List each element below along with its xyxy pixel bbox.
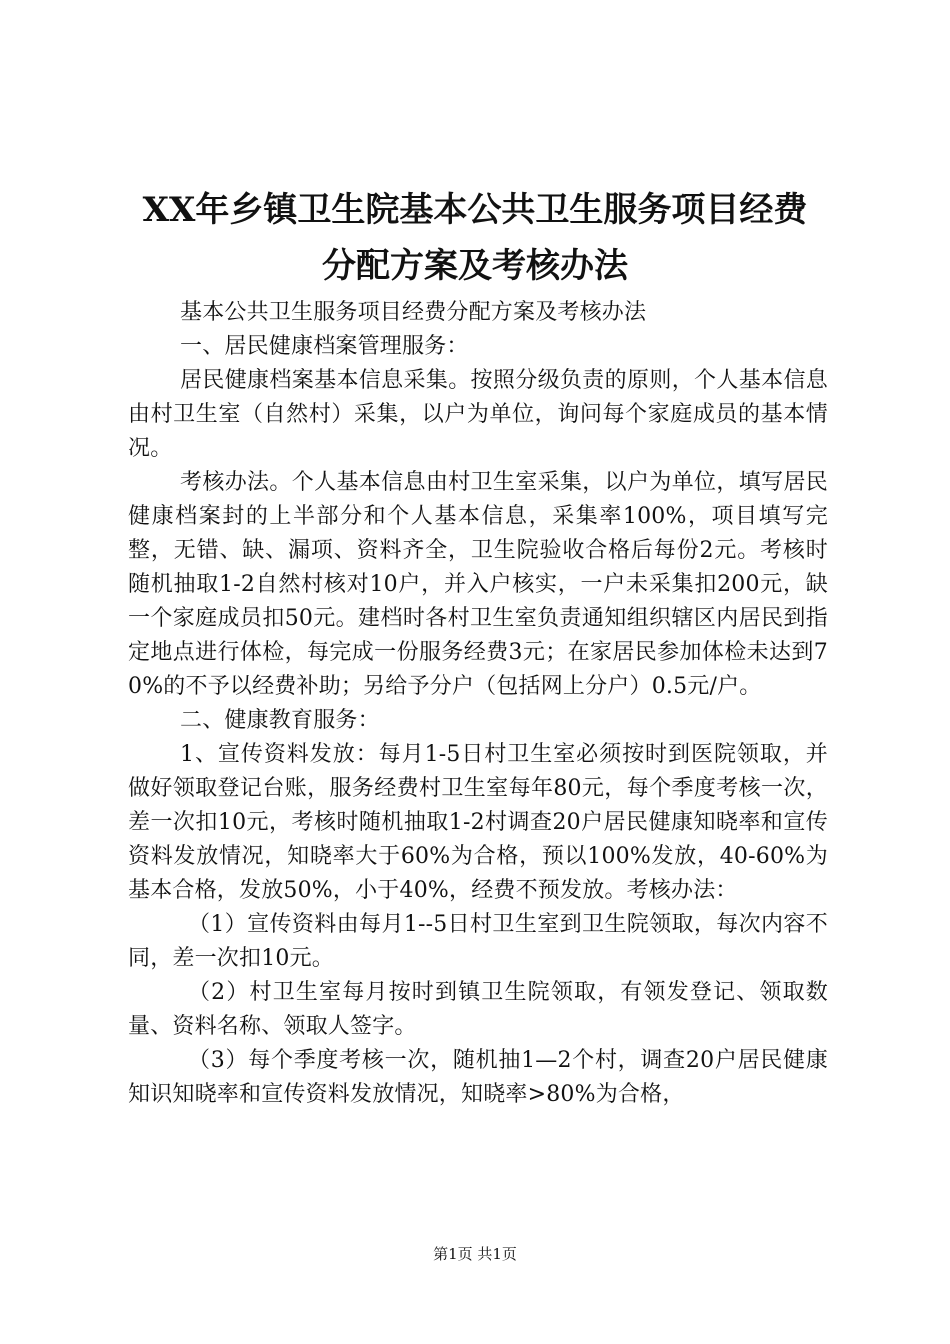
document-title-line-2: 分配方案及考核办法 [322,246,628,286]
body-paragraph: 考核办法。个人基本信息由村卫生室采集，以户为单位，填写居民健康档案封的上半部分和个人基本信息，采集率100%，项目填写完整，无错、缺、漏项、资料齐全，卫生院验收合格后每份2元。考核时随机抽取1-2自然村核对10户，并入户核实，一户未采集扣200元，缺一个家庭成员扣50元。建档时各村卫生室负责通知组织辖区内居民到指定地点进行体检，每完成一份服务经费3元；在家居民参加体检未达到70%的不予以经费补助；另给予分户（包括网上分户）0.5元/户。 [128,470,828,699]
document-body [128,296,828,1112]
section-heading-health-records: 一、居民健康档案管理服务： [180,334,469,359]
list-item: （3）每个季度考核一次，随机抽1—2个村，调查20户居民健康知识知晓率和宣传资料发放情况，知晓率>80%为合格， [128,1048,828,1107]
body-paragraph: 1、宣传资料发放：每月1-5日村卫生室必须按时到医院领取，并做好领取登记台账，服务经费村卫生室每年80元，每个季度考核一次，差一次扣10元，考核时随机抽取1-2村调查20户居民健康知晓率和宣传资料发放情况，知晓率大于60%为合格，预以100%发放，40-60%为基本合格，发放50%，小于40%，经费不预发放。考核办法： [128,742,828,903]
document-title-line-1: XX年乡镇卫生院基本公共卫生服务项目经费 [142,190,808,230]
subtitle-paragraph: 基本公共卫生服务项目经费分配方案及考核办法 [180,300,647,325]
list-item: （2）村卫生室每月按时到镇卫生院领取，有领发登记、领取数量、资料名称、领取人签字。 [128,980,828,1039]
body-paragraph: 居民健康档案基本信息采集。按照分级负责的原则，个人基本信息由村卫生室（自然村）采集，以户为单位，询问每个家庭成员的基本情况。 [128,368,828,461]
page-footer: 第1页 共1页 [433,1245,517,1263]
list-item: （1）宣传资料由每月1--5日村卫生室到卫生院领取，每次内容不同，差一次扣10元。 [128,912,828,971]
section-heading-health-education: 二、健康教育服务： [180,708,380,733]
